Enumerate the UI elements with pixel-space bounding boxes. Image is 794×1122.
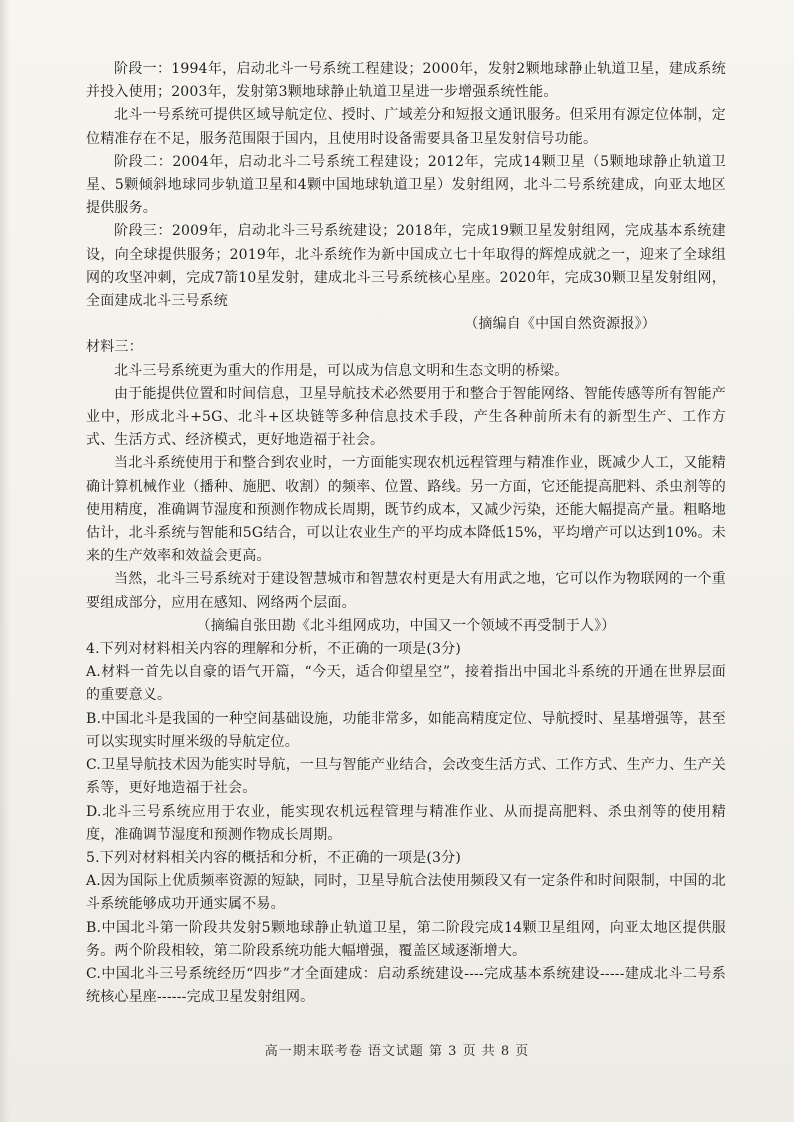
answer-option: C.中国北斗三号系统经历“四步”才全面建成：启动系统建设----完成基本系统建设-----建成北斗二号系统核心星座------完成卫星发射组网。 — [86, 965, 726, 1006]
passage-paragraph: 阶段一：1994年，启动北斗一号系统工程建设；2000年，发射2颗地球静止轨道卫星，建成系统并投入使用；2003年，发射第3颗地球静止轨道卫星进一步增强系统性能。 — [86, 61, 726, 101]
answer-option: B.中国北斗是我国的一种空间基础设施，功能非常多，如能高精度定位、导航授时、星基增强等，甚至可以实现实时厘米级的导航定位。 — [86, 710, 726, 750]
answer-option: A.材料一首先以自豪的语气开篇，“今天，适合仰望星空”，接着指出中国北斗系统的开通在世界层面的重要意义。 — [86, 664, 726, 704]
page-footer: 高一期末联考卷 语文试题 第 3 页 共 8 页 — [264, 1044, 530, 1059]
question-stem: 4.下列对材料相关内容的理解和分析，不正确的一项是(3分) — [86, 641, 461, 658]
answer-option: A.因为国际上优质频率资源的短缺，同时，卫星导航合法使用频段又有一定条件和时间限制，中国的北斗系统能够成功开通实属不易。 — [86, 873, 726, 913]
answer-option: B.中国北斗第一阶段共发射5颗地球静止轨道卫星，第二阶段完成14颗卫星组网，向亚太地区提供服务。两个阶段相较，第二阶段系统功能大幅增强，覆盖区域逐渐增大。 — [86, 919, 726, 959]
source-citation: （摘编自《中国自然资源报》） — [464, 316, 656, 333]
source-citation: （摘编自张田勘《北斗组网成功，中国又一个领域不再受制于人》） — [196, 617, 616, 634]
question-stem: 5.下列对材料相关内容的概括和分析，不正确的一项是(3分) — [86, 849, 461, 866]
passage-paragraph: 北斗一号系统可提供区域导航定位、授时、广域差分和短报文通讯服务。但采用有源定位体制，定位精准存在不足，服务范围限于国内，且使用时设备需要具备卫星发射信号功能。 — [86, 107, 726, 147]
scan-edge-shadow — [0, 0, 10, 1122]
answer-option: C.卫星导航技术因为能实时导航，一旦与智能产业结合，会改变生活方式、工作方式、生产力、生产关系等，更好地造福于社会。 — [86, 757, 726, 797]
passage-paragraph: 当然，北斗三号系统对于建设智慧城市和智慧农村更是大有用武之地，它可以作为物联网的一个重要组成部分，应用在感知、网络两个层面。 — [86, 571, 726, 611]
material-label: 材料三： — [86, 339, 143, 356]
page-body — [86, 58, 726, 1009]
passage-paragraph: 由于能提供位置和时间信息，卫星导航技术必然要用于和整合于智能网络、智能传感等所有智能产业中，形成北斗+5G、北斗+区块链等多种信息技术手段，产生各种前所未有的新型生产、工作方式、生活方式、经济模式，更好地造福于社会。 — [86, 385, 726, 449]
passage-paragraph: 当北斗系统使用于和整合到农业时，一方面能实现农机远程管理与精准作业，既减少人工，又能精确计算机械作业（播种、施肥、收割）的频率、位置、路线。另一方面，它还能提高肥料、杀虫剂等的使用精度，准确调节湿度和预测作物成长周期，既节约成本，又减少污染，还能大幅提高产量。粗略地估计，北斗系统与智能和5G结合，可以让农业生产的平均成本降低15%，平均增产可以达到10%。未来的生产效率和效益会更高。 — [86, 455, 726, 565]
passage-paragraph: 阶段三：2009年，启动北斗三号系统建设；2018年，完成19颗卫星发射组网，完成基本系统建设，向全球提供服务；2019年，北斗系统作为新中国成立七十年取得的辉煌成就之一，迎来了全球组网的攻坚冲刺，完成7箭10星发射，建成北斗三号系统核心星座。2020年，完成30颗卫星发射组网，全面建成北斗三号系统 — [86, 223, 726, 310]
answer-option: D.北斗三号系统应用于农业，能实现农机远程管理与精准作业、从而提高肥料、杀虫剂等的使用精度，准确调节湿度和预测作物成长周期。 — [86, 803, 726, 843]
passage-paragraph: 阶段二：2004年，启动北斗二号系统工程建设；2012年，完成14颗卫星（5颗地球静止轨道卫星、5颗倾斜地球同步轨道卫星和4颗中国地球轨道卫星）发射组网，北斗二号系统建成，向亚太地区提供服务。 — [86, 153, 726, 217]
passage-paragraph: 北斗三号系统更为重大的作用是，可以成为信息文明和生态文明的桥梁。 — [114, 362, 569, 379]
